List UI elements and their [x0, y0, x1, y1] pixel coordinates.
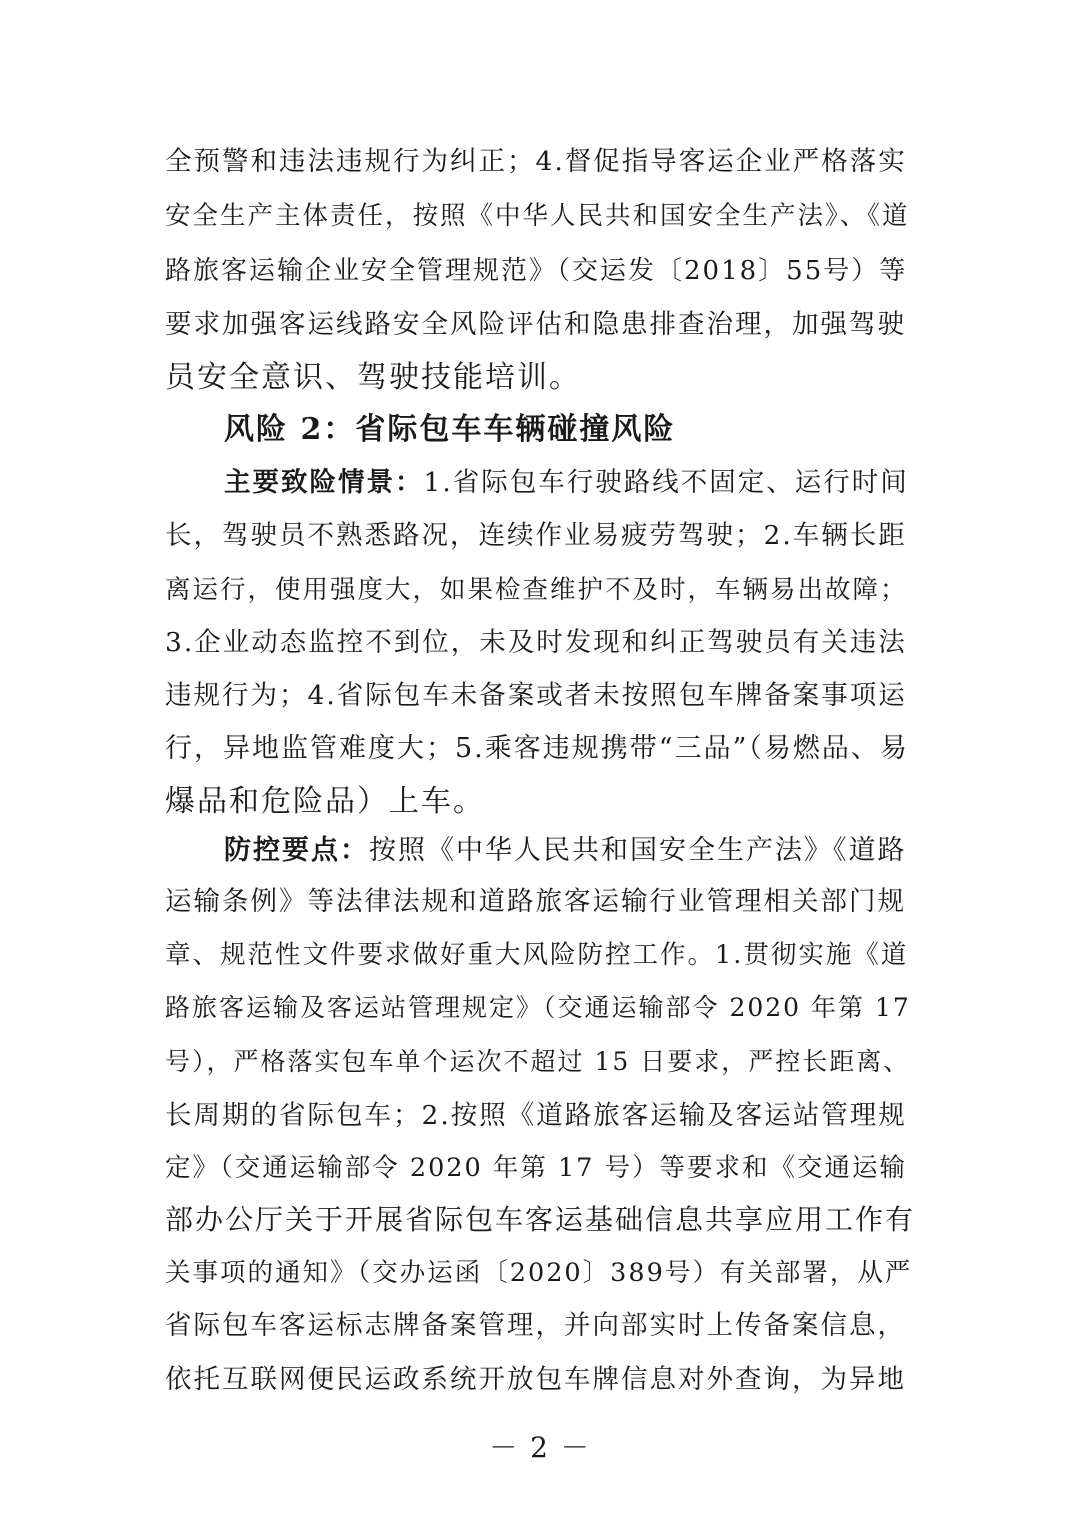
paragraph-line: 路旅客运输及客运站管理规定》（交通运输部令 2020 年第 17: [165, 993, 911, 1022]
paragraph-line: 关事项的通知》（交办运函〔2020〕389号）有关部署，从严: [165, 1258, 913, 1288]
paragraph-line: 员安全意识、驾驶技能培训。: [165, 360, 581, 395]
paragraph-line: 部办公厅关于开展省际包车客运基础信息共享应用工作有: [165, 1203, 916, 1236]
control-first-line: [224, 831, 917, 871]
paragraph-line: 依托互联网便民运政系统开放包车牌信息对外查询，为异地: [165, 1364, 906, 1395]
paragraph-line: 长周期的省际包车；2.按照《道路旅客运输及客运站管理规: [165, 1100, 907, 1131]
paragraph-line: 违规行为；4.省际包车未备案或者未按照包车牌备案事项运: [165, 680, 907, 711]
paragraph-line: 要求加强客运线路安全风险评估和隐患排查治理，加强驾驶: [165, 309, 906, 340]
paragraph-line: 运输条例》等法律法规和道路旅客运输行业管理相关部门规: [165, 886, 906, 917]
risk-heading: 风险 2：省际包车车辆碰撞风险: [224, 412, 676, 447]
paragraph-line: 行，异地监管难度大；5.乘客违规携带“三品”（易燃品、易: [165, 733, 909, 764]
paragraph-line: 全预警和违法违规行为纠正；4.督促指导客运企业严格落实: [165, 146, 907, 177]
control-label: 防控要点：: [224, 835, 369, 866]
paragraph-line: 定》（交通运输部令 2020 年第 17 号）等要求和《交通运输: [165, 1153, 908, 1183]
paragraph-line: 省际包车客运标志牌备案管理，并向部实时上传备案信息，: [165, 1310, 906, 1341]
scenario-label: 主要致险情景：: [224, 467, 424, 498]
paragraph-line: 章、规范性文件要求做好重大风险防控工作。1.贯彻实施《道: [165, 940, 909, 970]
page-number: － 2 －: [489, 1431, 591, 1464]
scenario-first-line-text: 1.省际包车行驶路线不固定、运行时间: [423, 467, 909, 498]
paragraph-line: 离运行，使用强度大，如果检查维护不及时，车辆易出故障；: [165, 575, 908, 605]
paragraph-line: 号），严格落实包车单个运次不超过 15 日要求，严控长距离、: [165, 1047, 911, 1076]
paragraph-line: 爆品和危险品）上车。: [165, 784, 485, 819]
paragraph-line: 3.企业动态监控不到位，未及时发现和纠正驾驶员有关违法: [165, 627, 907, 658]
control-first-line-text: 按照《中华人民共和国安全生产法》《道路: [369, 835, 907, 866]
paragraph-line: 路旅客运输企业安全管理规范》（交运发〔2018〕55号）等: [165, 256, 908, 286]
scenario-first-line: [224, 463, 917, 503]
paragraph-line: 长，驾驶员不熟悉路况，连续作业易疲劳驾驶；2.车辆长距: [165, 520, 907, 551]
paragraph-line: 安全生产主体责任，按照《中华人民共和国安全生产法》、《道: [165, 201, 910, 231]
